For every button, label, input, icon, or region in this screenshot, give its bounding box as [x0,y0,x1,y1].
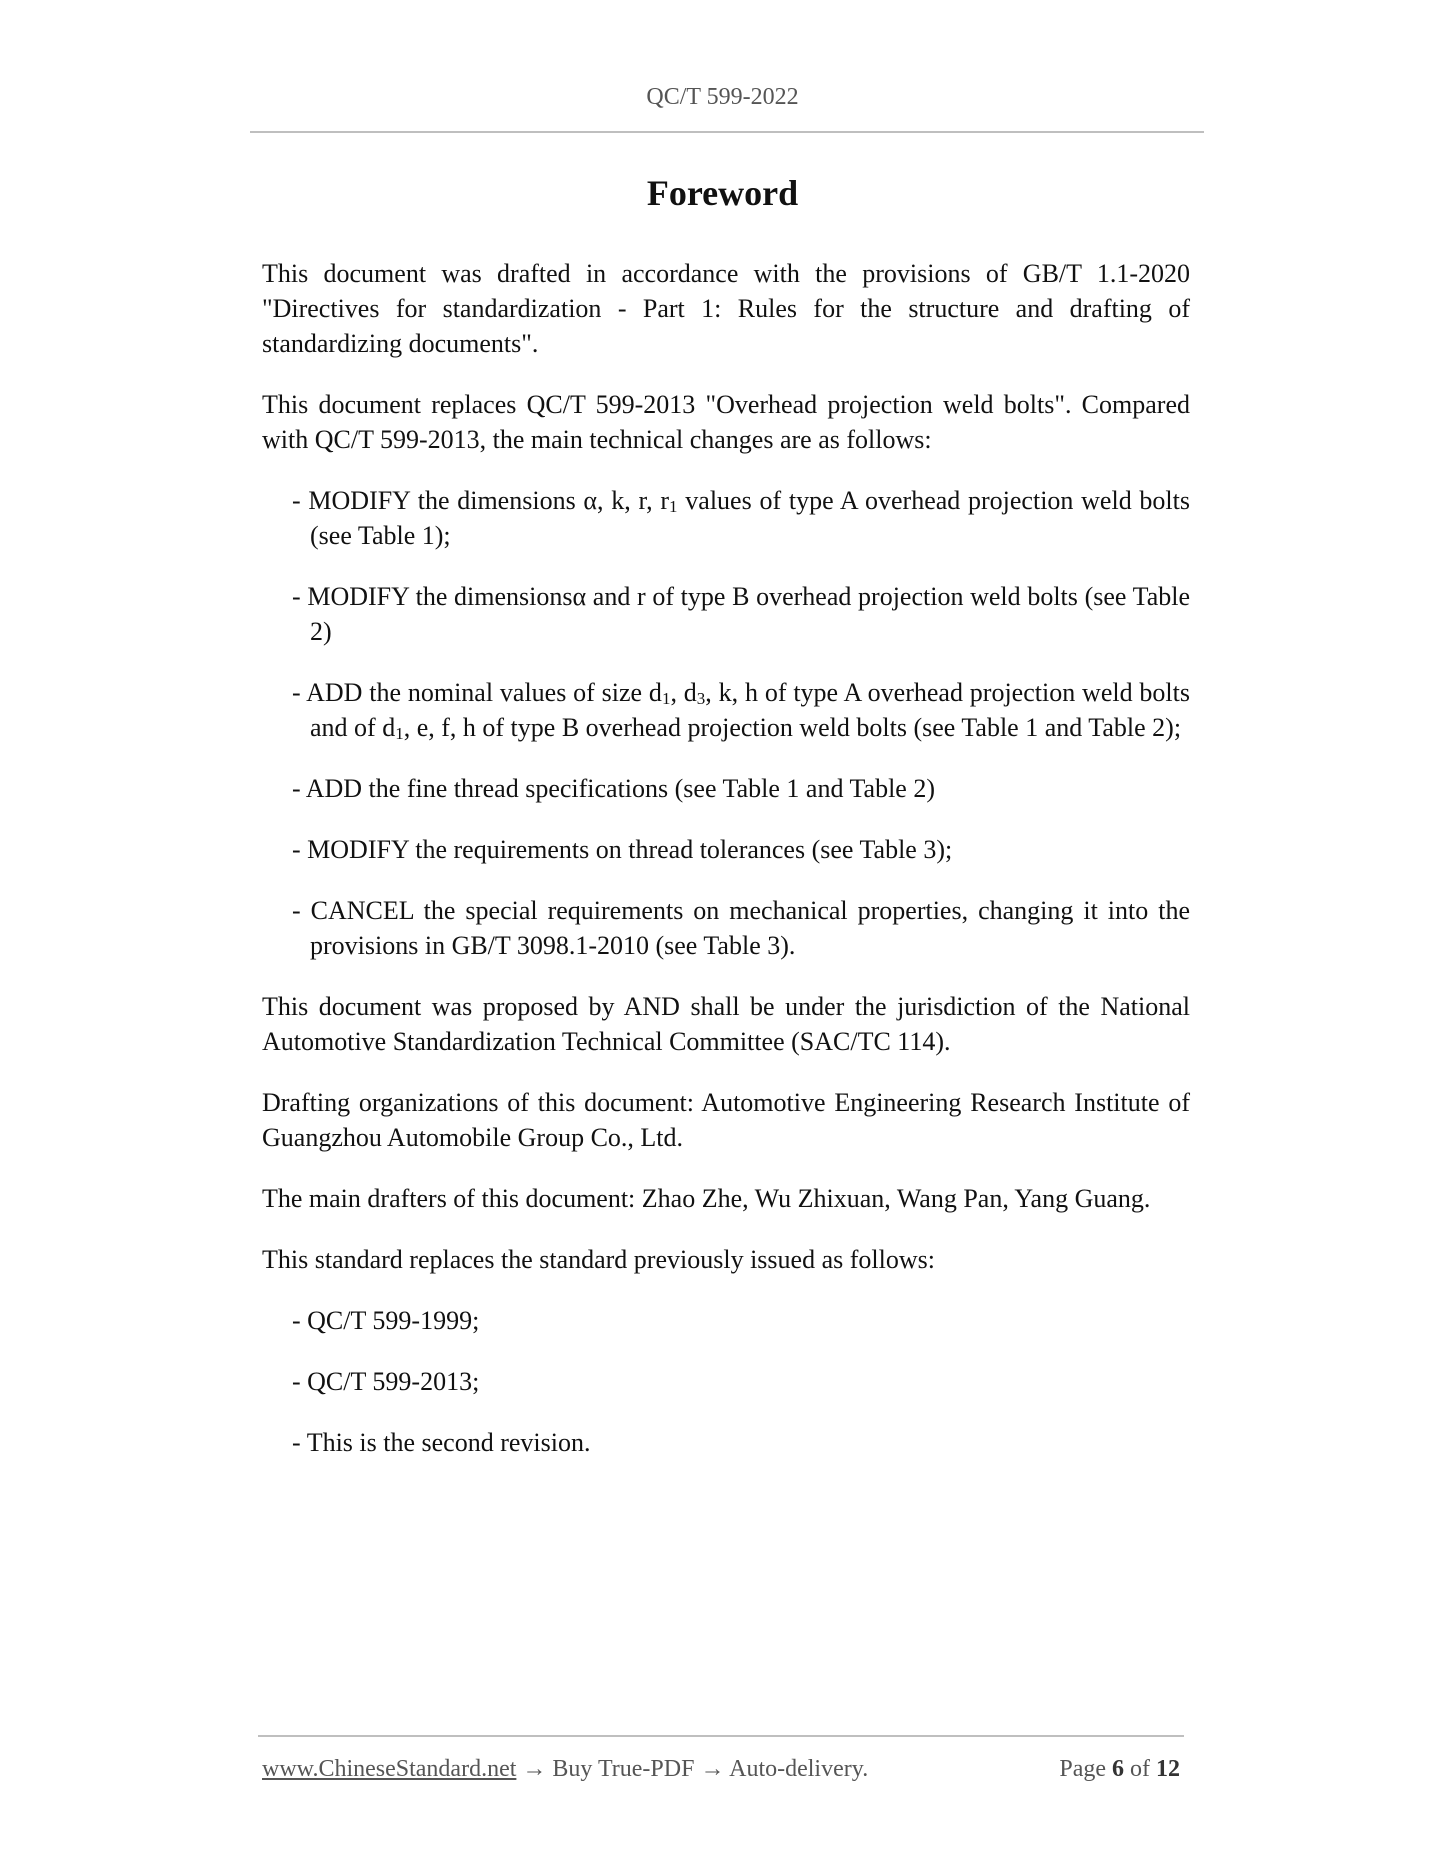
total-pages: 12 [1156,1756,1180,1782]
history-item: - This is the second revision. [292,1428,591,1457]
change-item: - CANCEL the special requirements on mechanical properties, changing it into the provisions in GB/T 3098.1-2010 (see Table 3). [292,896,1190,960]
paragraph-previous-issues: This standard replaces the standard previously issued as follows: [262,1245,935,1274]
footer-divider [258,1735,1184,1737]
paragraph-drafting-organizations: Drafting organizations of this document: Automotive Engineering Research Institute of Guangzhou Automobile Group Co., Ltd. [262,1088,1190,1152]
current-page: 6 [1112,1756,1124,1782]
change-item: - MODIFY the dimensions α, k, r, $r_1$ values of type A overhead projection weld bolts (see Table 1); [292,486,1190,550]
page-number: Page 6 of 12 [1059,1756,1180,1782]
history-item: - QC/T 599-1999; [292,1306,480,1335]
history-item: - QC/T 599-2013; [292,1367,480,1396]
paragraph-drafting-rules: This document was drafted in accordance with the provisions of GB/T 1.1-2020 "Directives for standardization - Part 1: Rules for the structure and drafting of standardizing documents". [262,259,1190,358]
page-header-code: QC/T 599-2022 [646,84,799,110]
paragraph-drafters: The main drafters of this document: Zhao Zhe, Wu Zhixuan, Wang Pan, Yang Guang. [262,1184,1151,1213]
paragraph-replaces: This document replaces QC/T 599-2013 "Overhead projection weld bolts". Compared with QC/T 599-2013, the main technical changes are as follows: [262,390,1190,454]
paragraph-proposed-by: This document was proposed by AND shall be under the jurisdiction of the National Automotive Standardization Technical Committee (SAC/TC 114). [262,992,1190,1056]
footer-promo-text: → Buy True-PDF → Auto-delivery. [516,1756,869,1782]
change-item: - MODIFY the dimensionsα and r of type B overhead projection weld bolts (see Table 2) [292,582,1190,646]
page-title: Foreword [646,173,799,213]
document-body [262,256,1190,1486]
header-divider [250,131,1204,133]
change-item: - ADD the fine thread specifications (see Table 1 and Table 2) [292,774,936,803]
website-link[interactable]: www.ChineseStandard.net [262,1756,517,1782]
change-item: - MODIFY the requirements on thread tolerances (see Table 3); [292,835,953,864]
footer-promo [262,1756,868,1783]
change-item: - ADD the nominal values of size $d_1$, $d_3$, k, h of type A overhead projection weld bolts and of $d_1$, e, f, h of type B overhead projection weld bolts (see Table 1 and Table 2); [292,678,1190,743]
